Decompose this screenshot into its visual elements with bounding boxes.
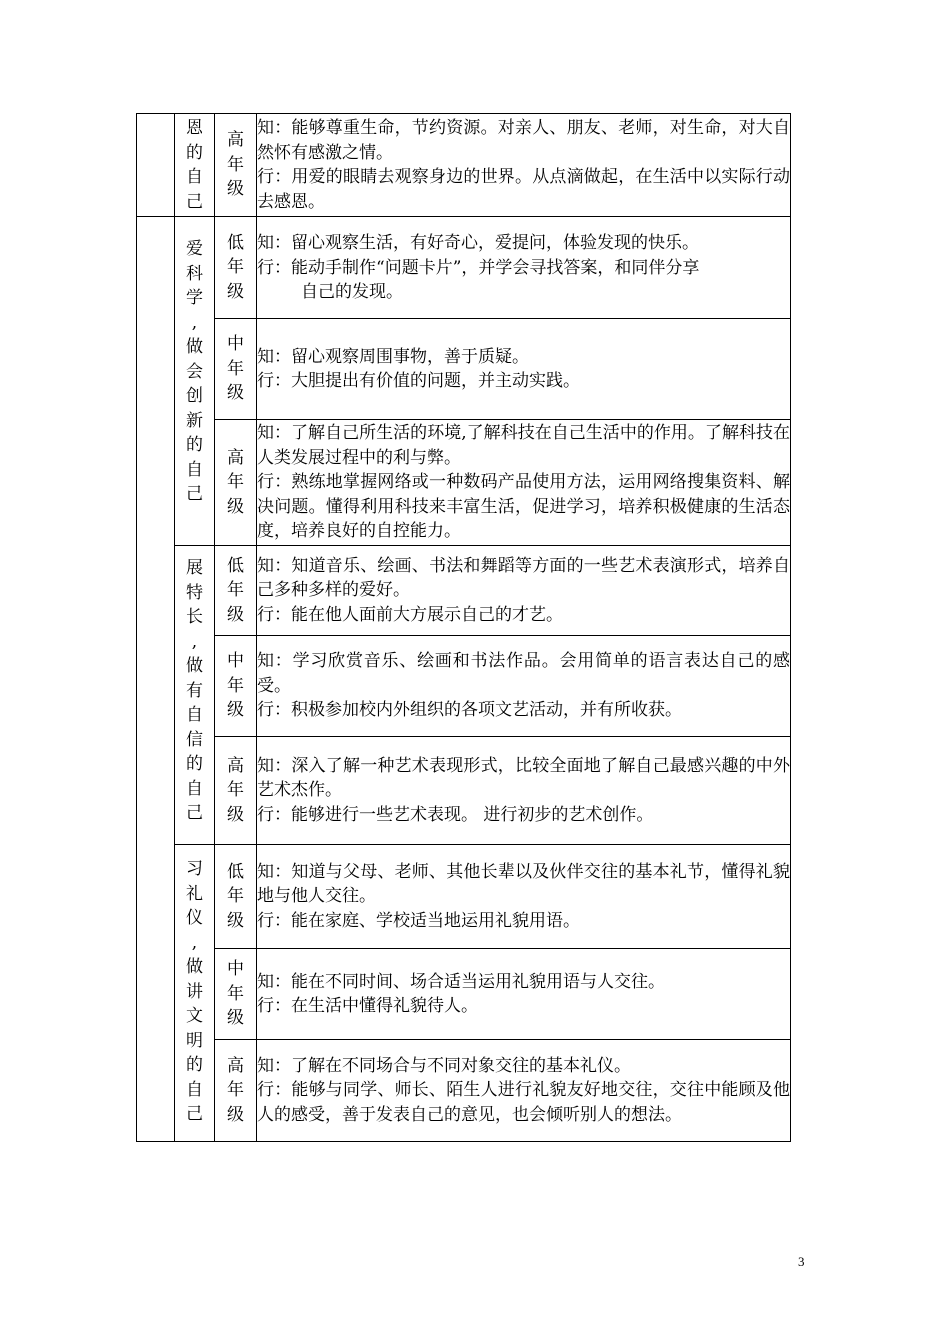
grade-cell bbox=[215, 949, 257, 1040]
grade-cell bbox=[215, 319, 257, 420]
know-text: 知：留心观察生活，有好奇心，爱提问，体验发现的快乐。 bbox=[257, 233, 699, 253]
act-text: 行：能够进行一些艺术表现。 进行初步的艺术创作。 bbox=[257, 804, 654, 825]
content-cell bbox=[257, 319, 791, 420]
table-row bbox=[137, 319, 791, 420]
content-cell bbox=[257, 420, 791, 546]
act-text: 行：能动手制作“问题卡片”，并学会寻找答案，和同伴分享 bbox=[257, 257, 700, 278]
vertical-text: 低 年 级 bbox=[227, 861, 244, 931]
vertical-text: 恩 的 自 己 bbox=[186, 118, 203, 212]
know-text: 知：了解自己所生活的环境,了解科技在自己生活中的作用。了解科技在人类发展过程中的利与弊。 bbox=[257, 423, 790, 468]
table-row bbox=[137, 420, 791, 546]
table-row bbox=[137, 845, 791, 949]
vertical-text: 中 年 级 bbox=[227, 959, 244, 1029]
table-row bbox=[137, 1040, 791, 1142]
know-text: 知：留心观察周围事物，善于质疑。 bbox=[257, 346, 529, 367]
know-text: 知：学习欣赏音乐、绘画和书法作品。会用简单的语言表达自己的感受。 bbox=[257, 651, 790, 696]
content-cell bbox=[257, 636, 791, 737]
content-cell bbox=[257, 217, 791, 319]
grade-cell bbox=[215, 737, 257, 845]
grade-cell bbox=[215, 217, 257, 319]
vertical-text: 中 年 级 bbox=[227, 651, 244, 721]
blank-cell bbox=[137, 114, 175, 217]
grade-cell bbox=[215, 636, 257, 737]
act-text: 行：积极参加校内外组织的各项文艺活动，并有所收获。 bbox=[257, 700, 682, 721]
topic-cell bbox=[175, 546, 215, 845]
act-text: 行：熟练地掌握网络或一种数码产品使用方法，运用网络搜集资料、解决问题。懂得利用科技来丰富生活，促进学习，培养积极健康的生活态度，培养良好的自控能力。 bbox=[257, 472, 790, 542]
topic-cell bbox=[175, 114, 215, 217]
table-row bbox=[137, 949, 791, 1040]
grade-cell bbox=[215, 546, 257, 636]
vertical-text: 展 特 长 , 做 有 自 信 的 自 己 bbox=[186, 558, 203, 823]
content-cell bbox=[257, 114, 791, 217]
grade-cell bbox=[215, 420, 257, 546]
table-row bbox=[137, 546, 791, 636]
know-text: 知：知道音乐、绘画、书法和舞蹈等方面的一些艺术表演形式，培养自己多种多样的爱好。 bbox=[257, 555, 790, 601]
act-text: 行：大胆提出有价值的问题，并主动实践。 bbox=[257, 371, 580, 391]
table-row bbox=[137, 737, 791, 845]
know-text: 知：能在不同时间、场合适当运用礼貌用语与人交往。 bbox=[257, 971, 665, 992]
vertical-text: 高 年 级 bbox=[227, 1055, 244, 1125]
act-text: 行：能够与同学、师长、陌生人进行礼貌友好地交往，交往中能顾及他人的感受，善于发表自己的意见，也会倾听别人的想法。 bbox=[257, 1080, 790, 1125]
content-cell bbox=[257, 737, 791, 845]
grade-cell bbox=[215, 114, 257, 217]
vertical-text: 中 年 级 bbox=[227, 334, 244, 404]
content-cell bbox=[257, 546, 791, 636]
vertical-text: 高 年 级 bbox=[227, 755, 244, 825]
blank-cell bbox=[137, 217, 175, 1142]
act-text: 行：用爱的眼睛去观察身边的世界。从点滴做起，在生活中以实际行动去感恩。 bbox=[257, 167, 790, 212]
content-cell bbox=[257, 845, 791, 949]
act-text: 行：能在他人面前大方展示自己的才艺。 bbox=[257, 604, 563, 625]
know-text: 知：了解在不同场合与不同对象交往的基本礼仪。 bbox=[257, 1055, 631, 1076]
vertical-text: 低 年 级 bbox=[227, 232, 244, 302]
know-text: 知：能够尊重生命，节约资源。对亲人、朋友、老师，对生命，对大自然怀有感激之情。 bbox=[257, 118, 790, 163]
table-row bbox=[137, 217, 791, 319]
content-cell bbox=[257, 949, 791, 1040]
curriculum-table bbox=[136, 113, 791, 1142]
topic-cell bbox=[175, 217, 215, 546]
act-text: 行：能在家庭、学校适当地运用礼貌用语。 bbox=[257, 910, 580, 931]
vertical-text: 爱 科 学 , 做 会 创 新 的 自 己 bbox=[186, 239, 203, 504]
act-text-continued: 自己的发现。 bbox=[301, 282, 403, 302]
know-text: 知：知道与父母、老师、其他长辈以及伙伴交往的基本礼节，懂得礼貌地与他人交往。 bbox=[257, 861, 790, 907]
table-row bbox=[137, 114, 791, 217]
know-text: 知：深入了解一种艺术表现形式，比较全面地了解自己最感兴趣的中外艺术杰作。 bbox=[257, 755, 790, 801]
vertical-text: 习 礼 仪 , 做 讲 文 明 的 自 己 bbox=[186, 859, 203, 1124]
vertical-text: 高 年 级 bbox=[227, 130, 244, 200]
content-cell bbox=[257, 1040, 791, 1142]
vertical-text: 低 年 级 bbox=[227, 555, 244, 625]
grade-cell bbox=[215, 1040, 257, 1142]
topic-cell bbox=[175, 845, 215, 1142]
grade-cell bbox=[215, 845, 257, 949]
vertical-text: 高 年 级 bbox=[227, 447, 244, 517]
page-number: 3 bbox=[798, 1254, 805, 1269]
table-row bbox=[137, 636, 791, 737]
act-text: 行：在生活中懂得礼貌待人。 bbox=[257, 996, 478, 1016]
